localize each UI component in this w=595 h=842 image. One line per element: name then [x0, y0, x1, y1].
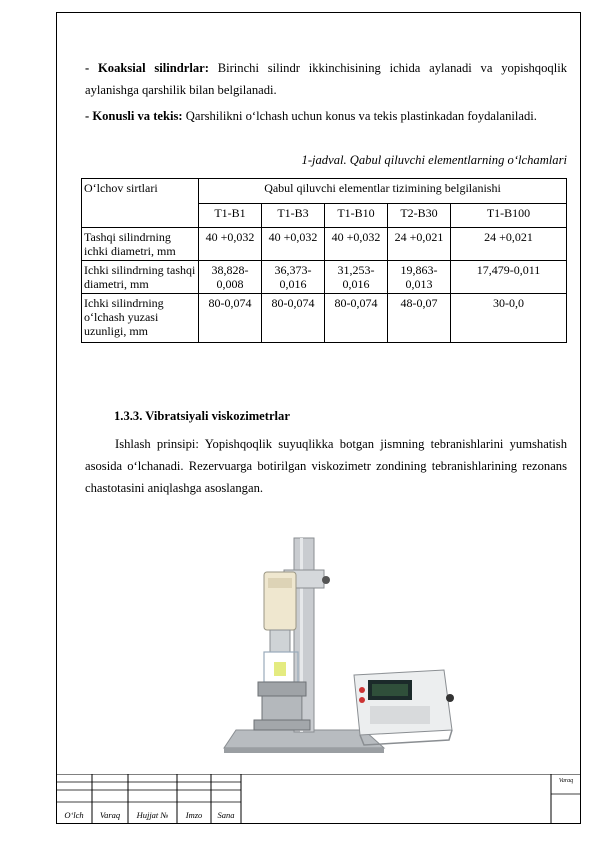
table-cell: 31,253-0,016	[325, 261, 388, 294]
stamp-olch: O‘lch	[64, 810, 84, 820]
table-cell: 80-0,074	[325, 294, 388, 343]
table-cell: 30-0,0	[451, 294, 567, 343]
table-cell: 36,373-0,016	[262, 261, 325, 294]
vibration-viscometer-photo	[214, 530, 460, 760]
table-row	[82, 294, 567, 343]
table-row	[82, 261, 567, 294]
table-cell: 24 +0,021	[451, 228, 567, 261]
term-cone: - Konusli va tekis:	[85, 109, 183, 123]
dimensions-table	[81, 178, 567, 343]
stamp-hujjat: Hujjat №	[136, 810, 169, 820]
stamp-varaq: Varaq	[99, 810, 121, 820]
col-header: T1-B10	[325, 203, 388, 228]
table-cell: 24 +0,021	[388, 228, 451, 261]
table-caption: 1-jadval. Qabul qiluvchi elementlarning o‘lchamlari	[301, 153, 567, 167]
stamp-varaq-right: Varaq	[558, 778, 574, 784]
row-label: Ichki silindrning o‘lchash yuzasi uzunligi, mm	[82, 294, 199, 343]
table-cell: 48-0,07	[388, 294, 451, 343]
text-coaxial: Birinchi silindr ikkinchisining ichida aylanadi va yopishqoqlik aylanishga qarshilik bilan belgilanadi.	[85, 61, 567, 97]
row-label: Ichki silindrning tashqi diametri, mm	[82, 261, 199, 294]
term-coaxial: - Koaksial silindrlar:	[85, 61, 209, 75]
table-cell: 40 +0,032	[199, 228, 262, 261]
col-header: T1-B3	[262, 203, 325, 228]
table-cell: 19,863-0,013	[388, 261, 451, 294]
text-cone: Qarshilikni o‘lchash uchun konus va tekis plastinkadan foydalaniladi.	[182, 109, 537, 123]
paragraph-coaxial	[85, 57, 567, 101]
stamp-sana: Sana	[217, 810, 235, 820]
table-header-row	[82, 179, 567, 204]
table-cell: 40 +0,032	[262, 228, 325, 261]
header-group: Qabul qiluvchi elementlar tizimining belgilanishi	[199, 179, 567, 204]
section-heading: 1.3.3. Vibratsiyali viskozimetrlar	[114, 409, 290, 423]
table-cell: 38,828-0,008	[199, 261, 262, 294]
table-cell: 40 +0,032	[325, 228, 388, 261]
section-body: Ishlash prinsipi: Yopishqoqlik suyuqlikka botgan jismning tebranishlarini yumshatish asosida o‘lchanadi. Rezervuarga botirilgan viskozimetr zondining tebranishlarining rezonans chastotasini aniqlashga asoslangan.	[85, 437, 567, 495]
table-cell: 17,479-0,011	[451, 261, 567, 294]
row-label: Tashqi silindrning ichki diametri, mm	[82, 228, 199, 261]
paragraph-cone	[85, 105, 567, 127]
col-header: T2-B30	[388, 203, 451, 228]
stamp-imzo: Imzo	[185, 810, 203, 820]
table-row	[82, 228, 567, 261]
header-left: O‘lchov sirtlari	[82, 179, 199, 228]
table-cell: 80-0,074	[199, 294, 262, 343]
col-header: T1-B100	[451, 203, 567, 228]
col-header: T1-B1	[199, 203, 262, 228]
table-cell: 80-0,074	[262, 294, 325, 343]
